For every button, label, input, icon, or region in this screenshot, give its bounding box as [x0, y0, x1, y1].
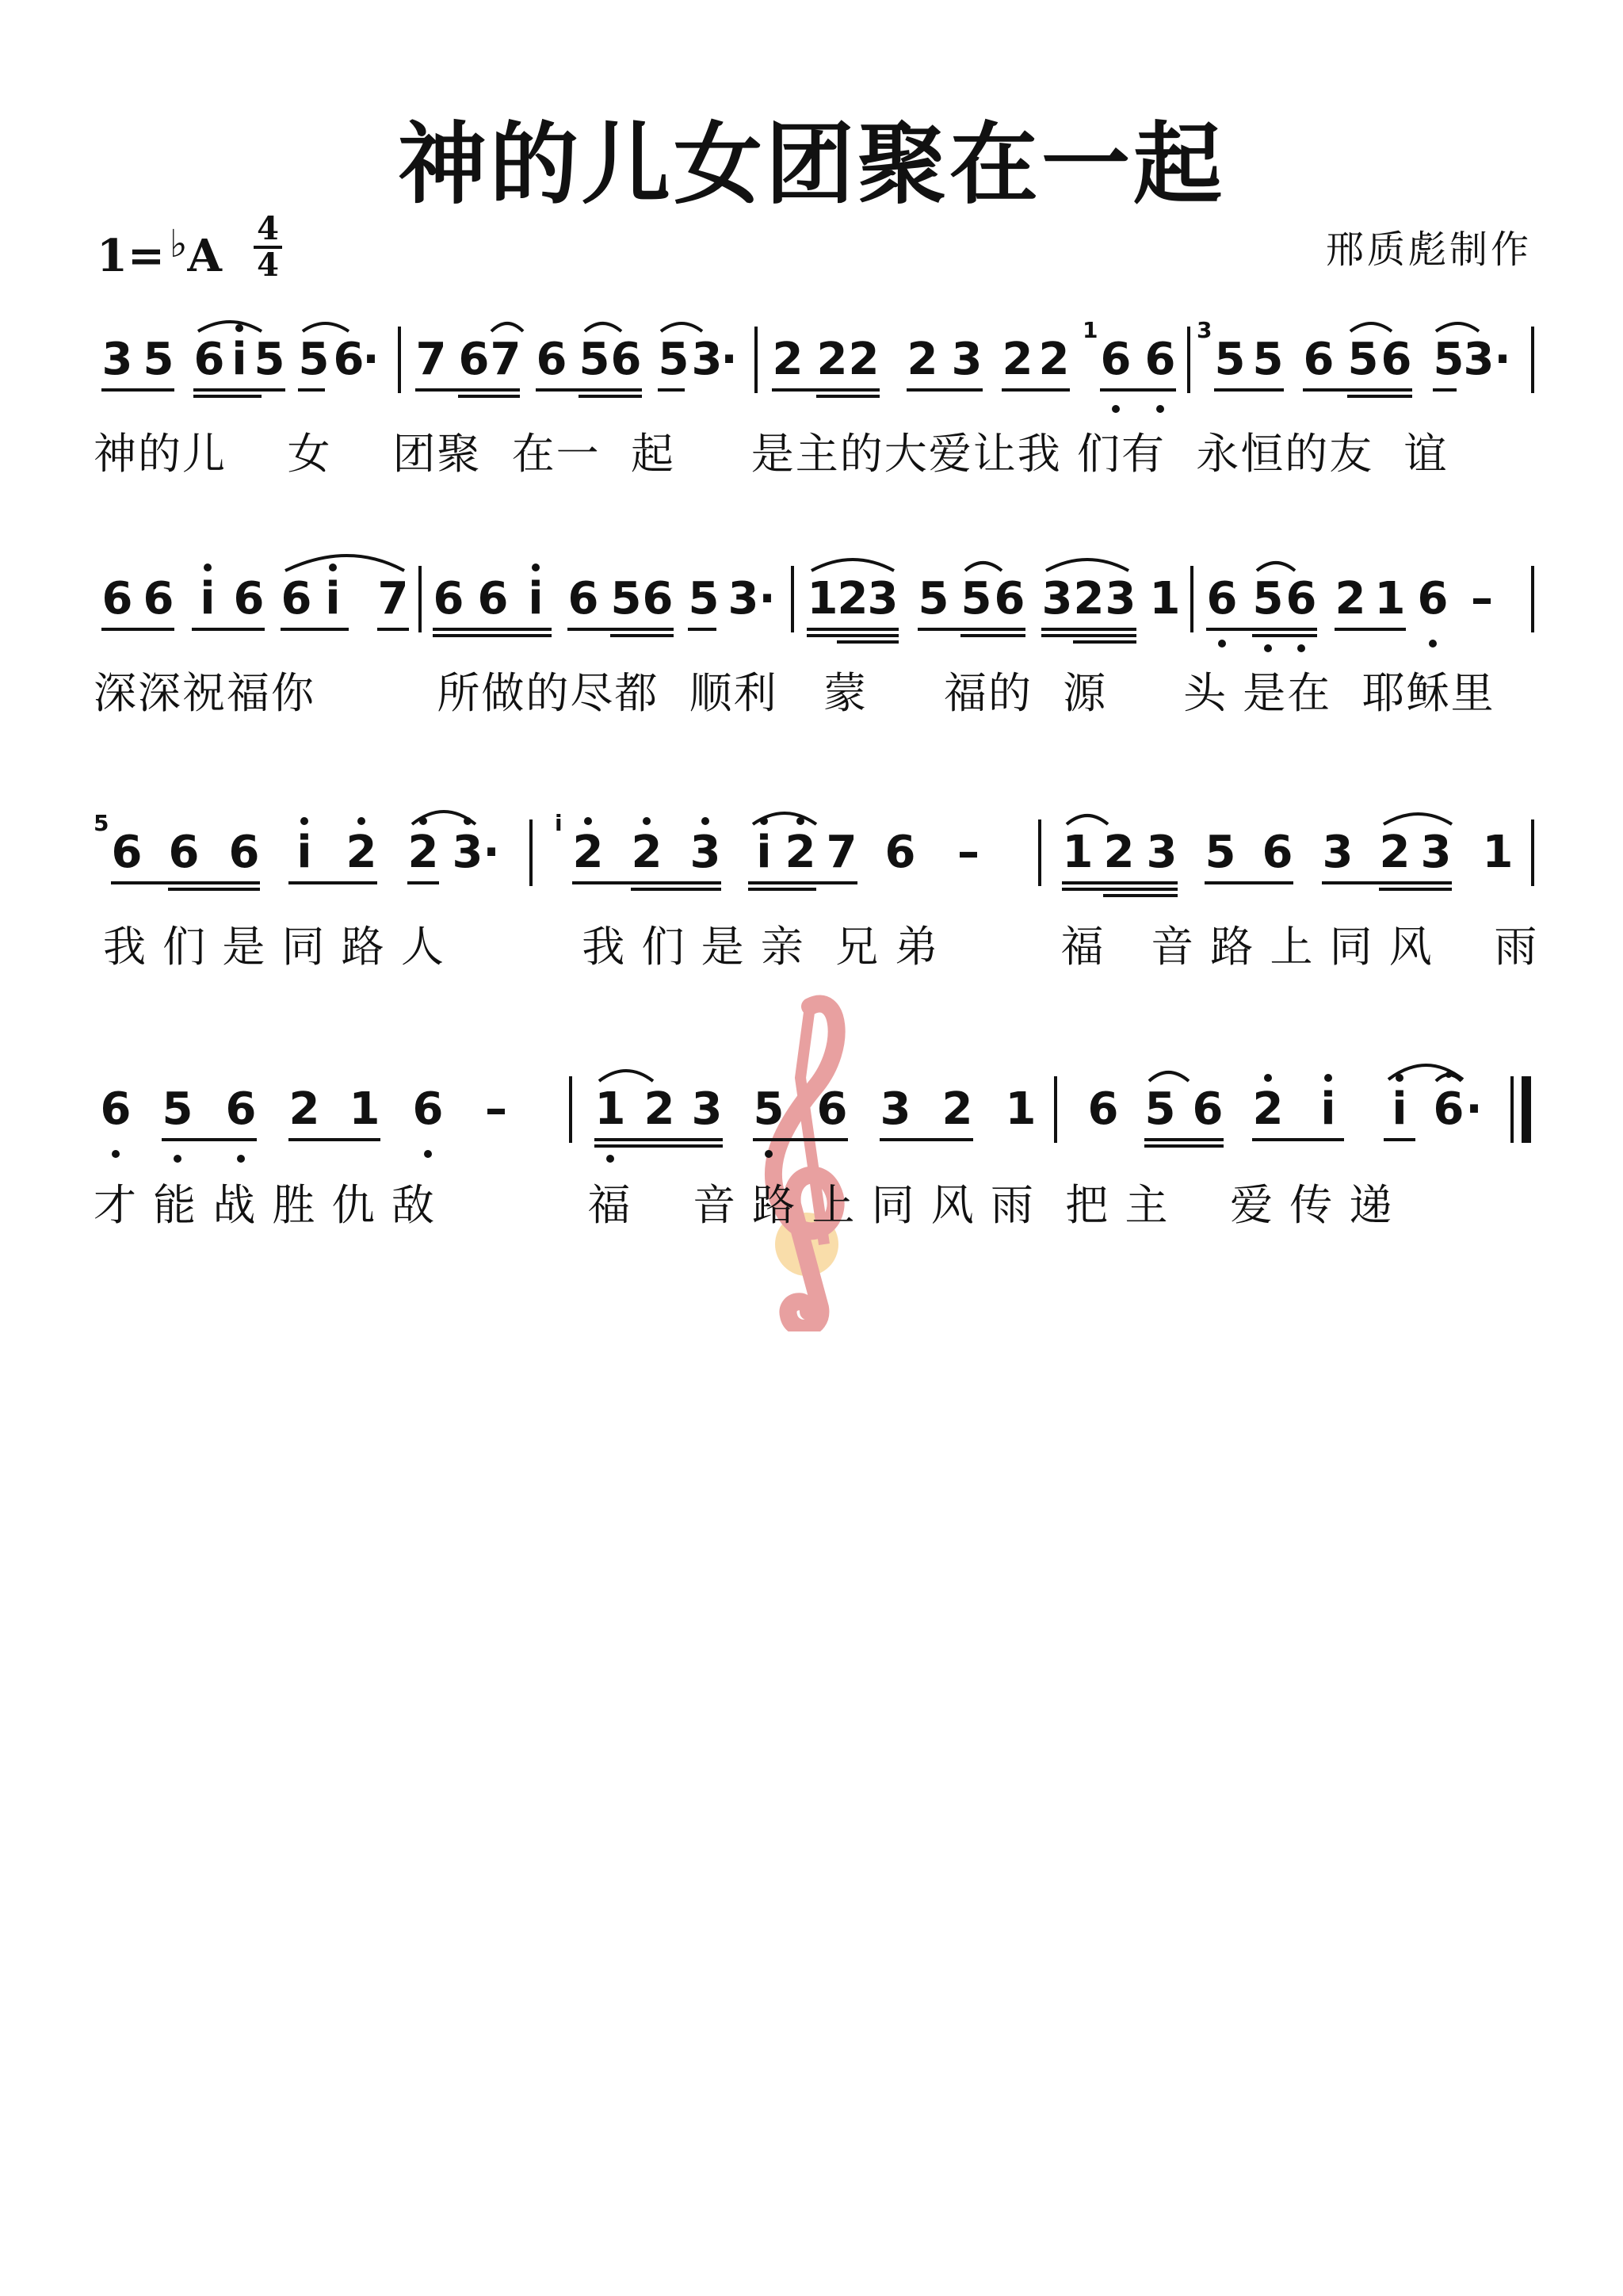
- lyrics-line-4: 才 能 战 胜 仇 敌 福 音 路 上 同 风 雨 把 主 爱 传 递: [94, 1180, 1394, 1230]
- note: 5: [960, 573, 992, 625]
- dot: ·: [1465, 1083, 1483, 1135]
- grace-note: 1: [1083, 317, 1098, 343]
- note: 6: [228, 827, 260, 878]
- note: 2: [848, 334, 880, 385]
- note: 2: [1038, 334, 1070, 385]
- note: 2: [816, 334, 848, 385]
- note: 6: [1100, 334, 1132, 385]
- note: 1: [1482, 827, 1514, 878]
- note: 7: [826, 827, 857, 878]
- note: 2: [785, 827, 816, 878]
- note: 5: [162, 1083, 193, 1135]
- note: 6: [816, 1083, 848, 1135]
- note: 1: [1062, 827, 1094, 878]
- note: 3: [101, 334, 133, 385]
- note: 7: [490, 334, 521, 385]
- note: 6: [233, 573, 265, 625]
- note: 5: [143, 334, 174, 385]
- note: 2: [907, 334, 938, 385]
- note: 6: [477, 573, 509, 625]
- lyrics-line-1: 神的儿 女 团聚 在一 起 是主的大爱让我 们有 永恒的友 谊: [94, 429, 1449, 479]
- note: 2: [1002, 334, 1033, 385]
- note: 7: [415, 334, 447, 385]
- note: 5: [579, 334, 610, 385]
- note: 3: [951, 334, 983, 385]
- grace-note: i: [555, 810, 563, 836]
- dot: ·: [1494, 334, 1511, 385]
- note: 3: [880, 1083, 911, 1135]
- dot: ·: [720, 334, 738, 385]
- note: 6: [536, 334, 567, 385]
- note: i: [1392, 1083, 1407, 1135]
- note: 6: [412, 1083, 444, 1135]
- note: 2: [837, 573, 869, 625]
- note: 1: [1005, 1083, 1037, 1135]
- note: 6: [225, 1083, 257, 1135]
- note: 2: [1335, 573, 1366, 625]
- note: 6: [281, 573, 312, 625]
- song-title: 神的儿女团聚在一起: [398, 113, 1225, 216]
- note: 5: [1347, 334, 1379, 385]
- key-letter: A: [187, 230, 222, 282]
- note: i: [1320, 1083, 1336, 1135]
- lyrics-line-3: 我 们 是 同 路 人 我 们 是 亲 兄 弟 福 音 路 上 同 风 雨: [103, 922, 1539, 972]
- note: 5: [1205, 827, 1236, 878]
- note: 6: [193, 334, 225, 385]
- note: 5: [1144, 1083, 1176, 1135]
- note: 1: [594, 1083, 626, 1135]
- note: 2: [288, 1083, 320, 1135]
- note: 3: [691, 1083, 723, 1135]
- note: i: [756, 827, 772, 878]
- note: 6: [458, 334, 490, 385]
- note: 3: [691, 334, 723, 385]
- note: 6: [1417, 573, 1449, 625]
- note: 3: [452, 827, 483, 878]
- flat-symbol: ♭: [169, 222, 188, 266]
- note: 6: [143, 573, 174, 625]
- note: 3: [1463, 334, 1495, 385]
- note: 6: [1087, 1083, 1119, 1135]
- grace-note: 5: [94, 810, 109, 836]
- note: 6: [884, 827, 916, 878]
- note: 6: [1144, 334, 1176, 385]
- note: 6: [101, 573, 133, 625]
- note: 3: [1322, 827, 1354, 878]
- note: 2: [407, 827, 439, 878]
- note: 2: [572, 827, 604, 878]
- note: 3: [1146, 827, 1178, 878]
- note: 6: [433, 573, 464, 625]
- author-credit: 邢质彪制作: [1325, 227, 1532, 272]
- note: 6: [111, 827, 143, 878]
- note: 6: [1285, 573, 1317, 625]
- note: 2: [1379, 827, 1411, 878]
- note: 2: [346, 827, 377, 878]
- note: 3: [689, 827, 721, 878]
- note: 6: [1433, 1083, 1465, 1135]
- note: i: [325, 573, 341, 625]
- key-signature: [97, 222, 222, 282]
- time-signature: [252, 212, 284, 282]
- note: 5: [1252, 334, 1284, 385]
- note: 5: [298, 334, 330, 385]
- note: 3: [1105, 573, 1136, 625]
- note: 1: [1149, 573, 1181, 625]
- note: 6: [1192, 1083, 1224, 1135]
- note: 5: [658, 334, 689, 385]
- note: 5: [1214, 334, 1246, 385]
- note: 6: [1381, 334, 1412, 385]
- note: 6: [168, 827, 200, 878]
- note: 3: [867, 573, 899, 625]
- note: i: [528, 573, 544, 625]
- dash: –: [1471, 573, 1493, 625]
- note: 2: [1073, 573, 1105, 625]
- dot: ·: [758, 573, 776, 625]
- grace-note: 3: [1197, 317, 1212, 343]
- note: 1: [349, 1083, 380, 1135]
- note: 6: [100, 1083, 132, 1135]
- note: 5: [610, 573, 642, 625]
- note: 5: [1252, 573, 1284, 625]
- time-signature-bottom: 4: [257, 246, 279, 284]
- note: 3: [1041, 573, 1073, 625]
- note: 2: [1252, 1083, 1284, 1135]
- note: 5: [753, 1083, 785, 1135]
- time-signature-top: 4: [257, 210, 279, 247]
- dot: ·: [362, 334, 380, 385]
- note: 2: [631, 827, 663, 878]
- note: 6: [994, 573, 1025, 625]
- note: 6: [1303, 334, 1335, 385]
- note: 5: [688, 573, 720, 625]
- key-tonic: 1=: [97, 230, 165, 282]
- note: 6: [610, 334, 642, 385]
- note: 6: [1206, 573, 1238, 625]
- dash: –: [485, 1083, 507, 1135]
- note: 7: [377, 573, 409, 625]
- note: 2: [643, 1083, 675, 1135]
- note: 1: [807, 573, 838, 625]
- note: i: [231, 334, 247, 385]
- lyrics-line-2: 深深祝福你 所做的尽都 顺利 蒙 福的 源 头 是在 耶稣里: [94, 668, 1495, 718]
- note: 5: [918, 573, 949, 625]
- note: i: [200, 573, 216, 625]
- note: 5: [1433, 334, 1465, 385]
- note: 2: [1103, 827, 1135, 878]
- dash: –: [957, 827, 980, 878]
- note: 2: [772, 334, 804, 385]
- note: 3: [727, 573, 759, 625]
- note: 6: [642, 573, 674, 625]
- note: 2: [941, 1083, 973, 1135]
- dot: ·: [483, 827, 500, 878]
- note: 6: [1262, 827, 1293, 878]
- note: 6: [567, 573, 599, 625]
- note: 1: [1374, 573, 1406, 625]
- note: 3: [1420, 827, 1452, 878]
- note: 5: [254, 334, 285, 385]
- note: 6: [333, 334, 365, 385]
- note: i: [296, 827, 312, 878]
